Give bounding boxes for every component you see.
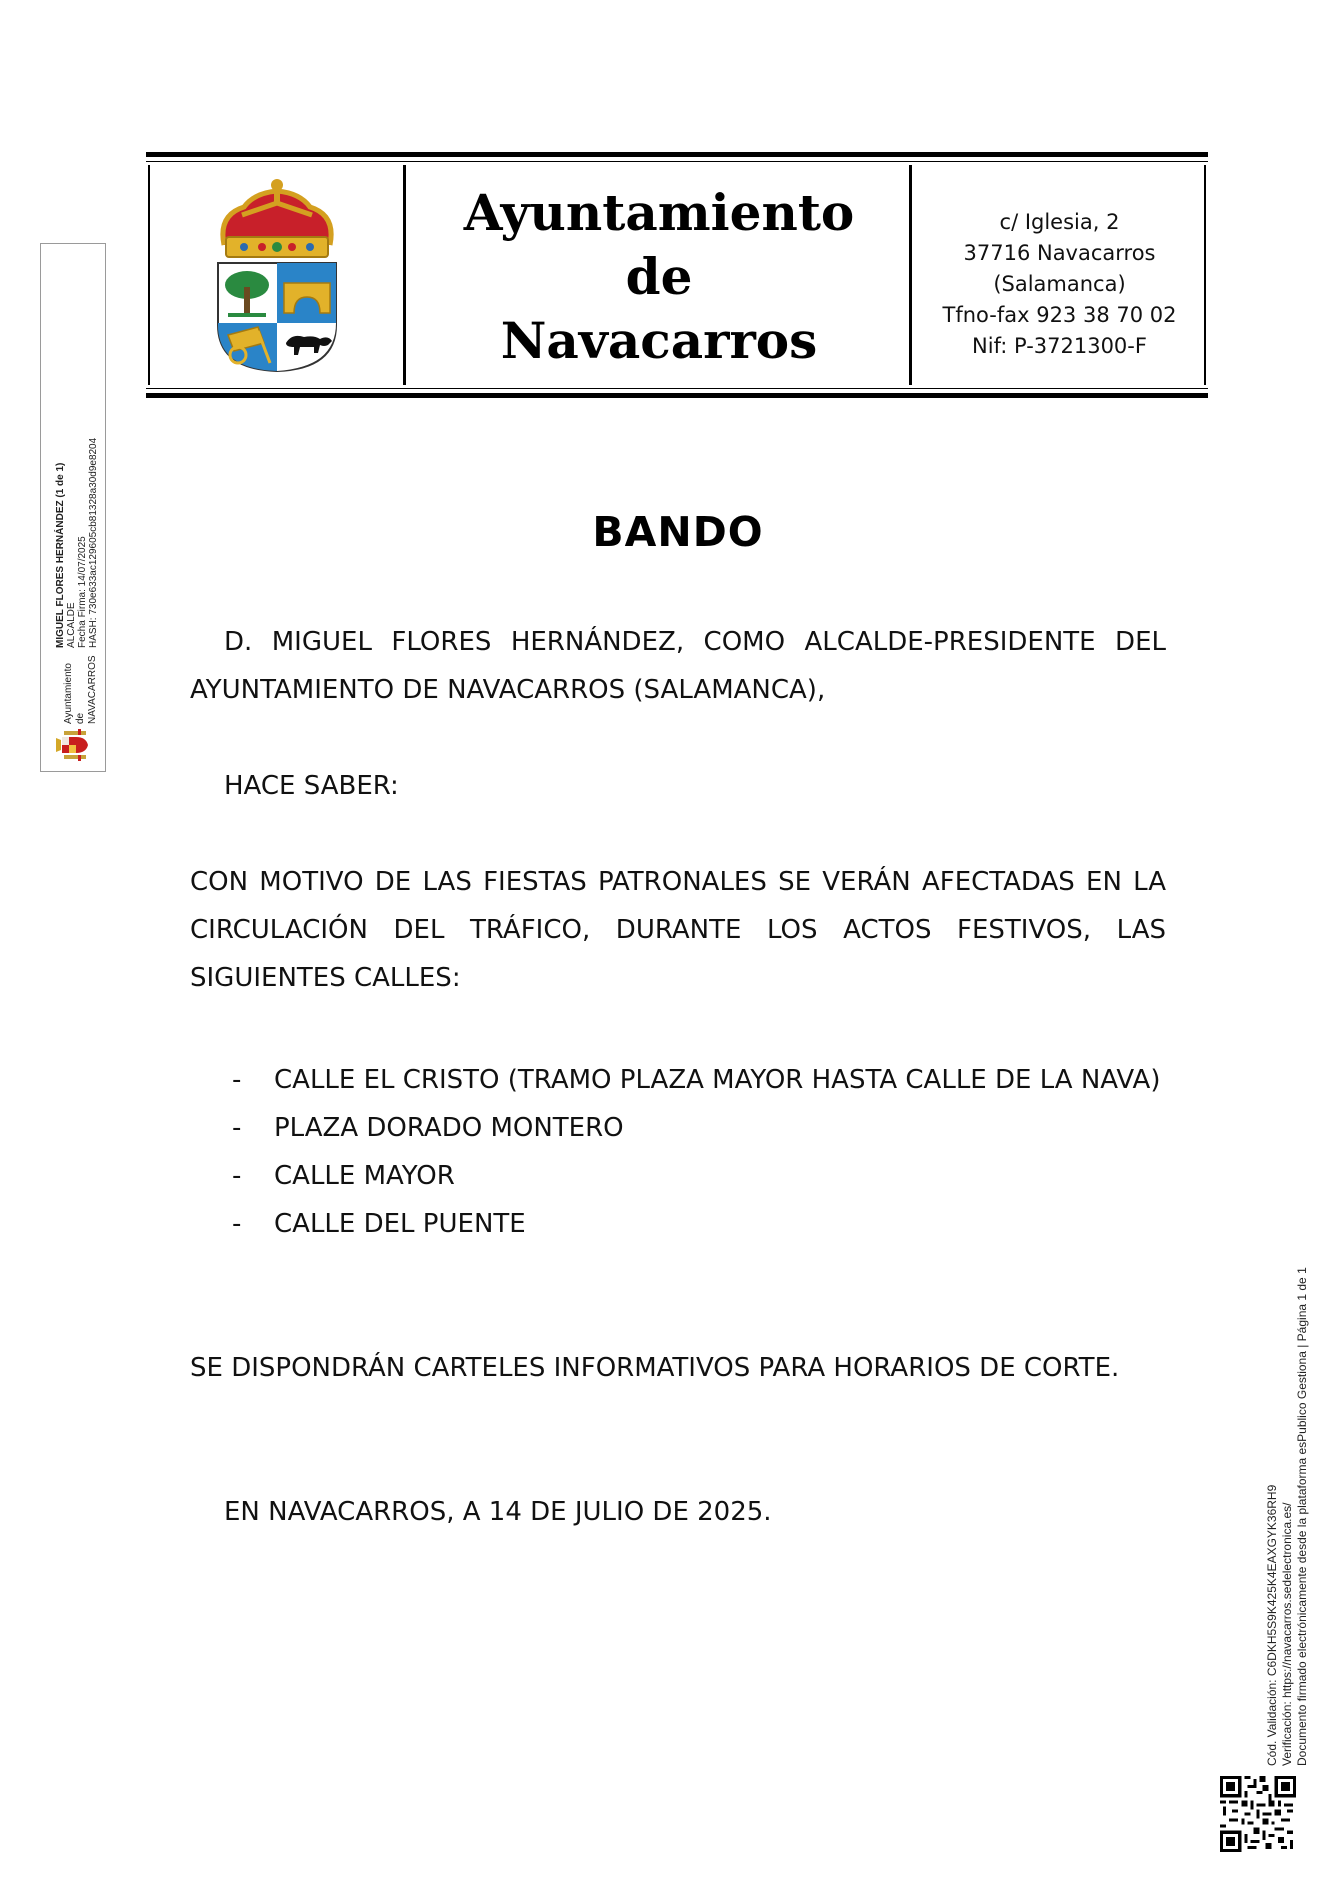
list-item (190, 1200, 1166, 1248)
verification-url[interactable]: Verificación: https://navacarros.sedelectronica.es/ (1280, 1502, 1294, 1766)
letterhead-logo-cell (148, 165, 406, 385)
stamp-date: Fecha Firma: 14/07/2025 (77, 536, 88, 648)
verification-block (1265, 1166, 1315, 1766)
street-name: CALLE MAYOR (274, 1161, 455, 1191)
list-bullet: - (232, 1209, 242, 1239)
body-paragraph: CON MOTIVO DE LAS FIESTAS PATRONALES SE VERÁN AFECTADAS EN LA CIRCULACIÓN DEL TRÁFICO, DURANTE LOS ACTOS FESTIVOS, LAS SIGUIENTES CALLES: (190, 867, 1166, 993)
title-line-3: Navacarros (500, 311, 818, 370)
letterhead-title-cell (409, 165, 912, 385)
stamp-signature-block (55, 248, 99, 648)
address-province: (Salamanca) (993, 272, 1126, 296)
address-postal: 37716 Navacarros (963, 241, 1156, 265)
closing-paragraph: EN NAVACARROS, A 14 DE JULIO DE 2025. (224, 1497, 772, 1527)
municipality-title (409, 181, 909, 373)
intro-paragraph: D. MIGUEL FLORES HERNÁNDEZ, COMO ALCALDE-PRESIDENTE DEL AYUNTAMIENTO DE NAVACARROS (SALAMANCA), (190, 627, 1166, 705)
list-item (190, 1056, 1166, 1104)
address-block (915, 207, 1204, 362)
list-item (190, 1152, 1166, 1200)
list-item (190, 1104, 1166, 1152)
address-nif: Nif: P-3721300-F (972, 334, 1147, 358)
signature-stamp-content (50, 252, 100, 762)
list-bullet: - (232, 1113, 242, 1143)
notice-paragraph: SE DISPONDRÁN CARTELES INFORMATIVOS PARA HORARIOS DE CORTE. (190, 1353, 1120, 1383)
spain-coat-of-arms-icon (54, 728, 94, 762)
stamp-hash: HASH: 730e633ac129605cb81328a30d9e8204 (88, 437, 99, 648)
list-bullet: - (232, 1161, 242, 1191)
stamp-signer: MIGUEL FLORES HERNÁNDEZ (1 de 1) (55, 462, 66, 648)
title-line-2: de (625, 247, 693, 306)
signature-note: Documento firmado electrónicamente desde la plataforma esPublico Gestiona | Página 1 de 1 (1295, 1267, 1309, 1766)
address-street: c/ Iglesia, 2 (999, 210, 1120, 234)
street-list (190, 1056, 1166, 1248)
street-name: CALLE DEL PUENTE (274, 1209, 526, 1239)
announce-paragraph: HACE SABER: (224, 771, 399, 801)
title-line-1: Ayuntamiento (463, 183, 855, 242)
stamp-entity: Ayuntamiento de NAVACARROS (63, 655, 98, 724)
qr-code-icon (1220, 1776, 1296, 1852)
municipal-coat-of-arms-icon (214, 175, 340, 375)
letterhead (146, 152, 1208, 398)
street-name: CALLE EL CRISTO (TRAMO PLAZA MAYOR HASTA CALLE DE LA NAVA) (274, 1065, 1161, 1095)
document-title: BANDO (592, 508, 764, 556)
letterhead-address-cell (915, 165, 1206, 385)
validation-code: Cód. Validación: C6DKH5S9K425K4EAXGYK36RH9 (1265, 1484, 1279, 1766)
street-name: PLAZA DORADO MONTERO (274, 1113, 624, 1143)
stamp-role: ALCALDE (66, 602, 77, 648)
list-bullet: - (232, 1065, 242, 1095)
address-phone: Tfno-fax 923 38 70 02 (942, 303, 1177, 327)
